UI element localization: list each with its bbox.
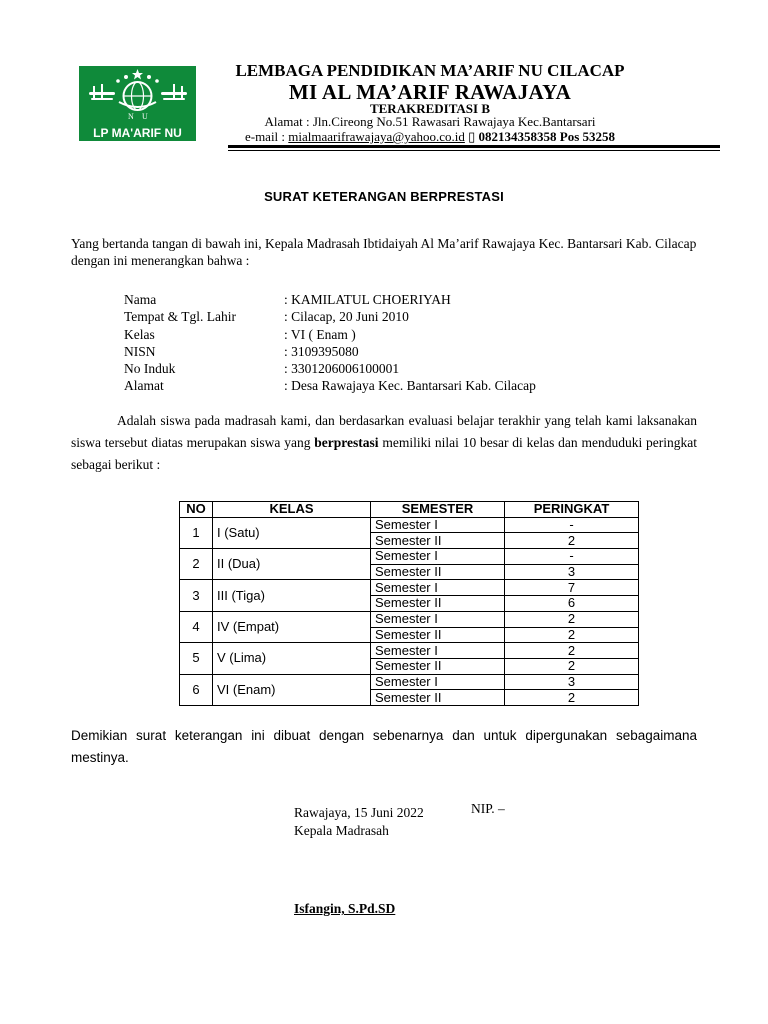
- row-semester: Semester II: [371, 690, 505, 706]
- row-semester: Semester II: [371, 596, 505, 612]
- table-row: [180, 643, 639, 659]
- email-label: e-mail :: [244, 129, 289, 144]
- identity-row: [124, 377, 536, 394]
- logo-letter-u: U: [142, 112, 148, 121]
- accreditation: TERAKREDITASI B: [369, 101, 491, 116]
- row-semester: Semester I: [371, 517, 505, 533]
- row-semester: Semester I: [371, 549, 505, 565]
- identity-label: NISN: [124, 343, 156, 359]
- row-rank: 2: [505, 627, 639, 643]
- identity-label: Kelas: [124, 326, 155, 342]
- statement-bold: berprestasi: [314, 435, 379, 450]
- institution-name: LEMBAGA PENDIDIKAN MA’ARIF NU CILACAP: [235, 61, 625, 80]
- row-semester: Semester II: [371, 627, 505, 643]
- identity-row: [124, 308, 536, 325]
- row-no: 5: [180, 643, 213, 674]
- row-no: 4: [180, 611, 213, 642]
- header-peringkat: PERINGKAT: [505, 502, 639, 518]
- identity-row: [124, 360, 536, 377]
- row-rank: 2: [505, 658, 639, 674]
- row-kelas: III (Tiga): [213, 580, 371, 611]
- row-rank: -: [505, 517, 639, 533]
- identity-row: [124, 291, 536, 308]
- phone-postal: 082134358358 Pos 53258: [475, 129, 616, 144]
- statement-part2: memiliki nilai 10 besar di kelas dan menduduki peringkat sebagai berikut :: [71, 435, 698, 472]
- row-semester: Semester II: [371, 658, 505, 674]
- separator-glyph: ▯: [468, 129, 476, 144]
- row-kelas: V (Lima): [213, 643, 371, 674]
- statement-part1: Adalah siswa pada madrasah kami, dan berdasarkan evaluasi belajar terakhir yang telah kami laksanakan siswa tersebut diatas merupakan siswa yang: [71, 413, 697, 450]
- row-semester: Semester I: [371, 580, 505, 596]
- letterhead-rule-thick: [228, 145, 720, 148]
- school-name: MI AL MA’ARIF RAWAJAYA: [288, 80, 572, 104]
- logo-caption: LP MA'ARIF NU: [93, 126, 182, 140]
- row-semester: Semester II: [371, 533, 505, 549]
- row-semester: Semester I: [371, 674, 505, 690]
- identity-value: : Cilacap, 20 Juni 2010: [284, 309, 409, 325]
- identity-row: [124, 326, 536, 343]
- row-rank: 3: [505, 674, 639, 690]
- identity-label: No Induk: [124, 361, 176, 377]
- table-row: [180, 674, 639, 690]
- row-no: 3: [180, 580, 213, 611]
- logo-letter-n: N: [128, 112, 134, 121]
- row-rank: 2: [505, 690, 639, 706]
- signer-role: Kepala Madrasah: [294, 823, 389, 838]
- row-rank: 6: [505, 596, 639, 612]
- row-no: 2: [180, 549, 213, 580]
- identity-value: : VI ( Enam ): [284, 326, 356, 342]
- school-address: Alamat : Jln.Cireong No.51 Rawasari Rawajaya Kec.Bantarsari: [264, 114, 596, 129]
- email-link[interactable]: mialmaarifrawajaya@yahoo.co.id: [288, 129, 465, 144]
- row-no: 6: [180, 674, 213, 705]
- row-rank: 2: [505, 643, 639, 659]
- row-semester: Semester I: [371, 643, 505, 659]
- row-kelas: I (Satu): [213, 517, 371, 548]
- student-identity: [124, 291, 536, 395]
- row-rank: 2: [505, 533, 639, 549]
- identity-row: [124, 343, 536, 360]
- row-rank: 7: [505, 580, 639, 596]
- row-rank: 2: [505, 611, 639, 627]
- table-row: [180, 611, 639, 627]
- nip-label: NIP. –: [471, 801, 505, 816]
- identity-value: : 3301206006100001: [284, 361, 400, 377]
- identity-label: Tempat & Tgl. Lahir: [124, 309, 237, 325]
- table-row: [180, 580, 639, 596]
- closing-paragraph: Demikian surat keterangan ini dibuat dengan sebenarnya dan untuk dipergunakan sebagaimana mestinya.: [71, 728, 697, 765]
- identity-value: : 3109395080: [284, 343, 359, 359]
- table-row: [180, 517, 639, 533]
- identity-label: Nama: [124, 292, 157, 307]
- identity-value: : Desa Rawajaya Kec. Bantarsari Kab. Cilacap: [284, 378, 536, 394]
- row-kelas: VI (Enam): [213, 674, 371, 705]
- row-kelas: IV (Empat): [213, 611, 371, 642]
- header-semester: SEMESTER: [371, 502, 505, 518]
- header-kelas: KELAS: [213, 502, 371, 518]
- contact-line: [210, 129, 650, 145]
- header-no: NO: [180, 502, 213, 518]
- row-rank: 3: [505, 564, 639, 580]
- table-row: [180, 549, 639, 565]
- row-no: 1: [180, 517, 213, 548]
- table-header-row: [180, 502, 639, 518]
- place-date: Rawajaya, 15 Juni 2022: [294, 805, 424, 820]
- statement-paragraph: [71, 410, 697, 476]
- identity-label: Alamat: [124, 378, 164, 394]
- intro-paragraph: Yang bertanda tangan di bawah ini, Kepala Madrasah Ibtidaiyah Al Ma’arif Rawajaya Kec. Bantarsari Kab. Cilacap dengan ini menerangkan bahwa :: [71, 236, 697, 268]
- identity-value: : KAMILATUL CHOERIYAH: [284, 292, 451, 307]
- letterhead-rule-thin: [228, 150, 720, 151]
- row-kelas: II (Dua): [213, 549, 371, 580]
- row-semester: Semester I: [371, 611, 505, 627]
- achievement-table: [179, 501, 639, 706]
- row-rank: -: [505, 549, 639, 565]
- document-title: SURAT KETERANGAN BERPRESTASI: [264, 189, 504, 204]
- signer-name: Isfangin, S.Pd.SD: [294, 901, 396, 916]
- row-semester: Semester II: [371, 564, 505, 580]
